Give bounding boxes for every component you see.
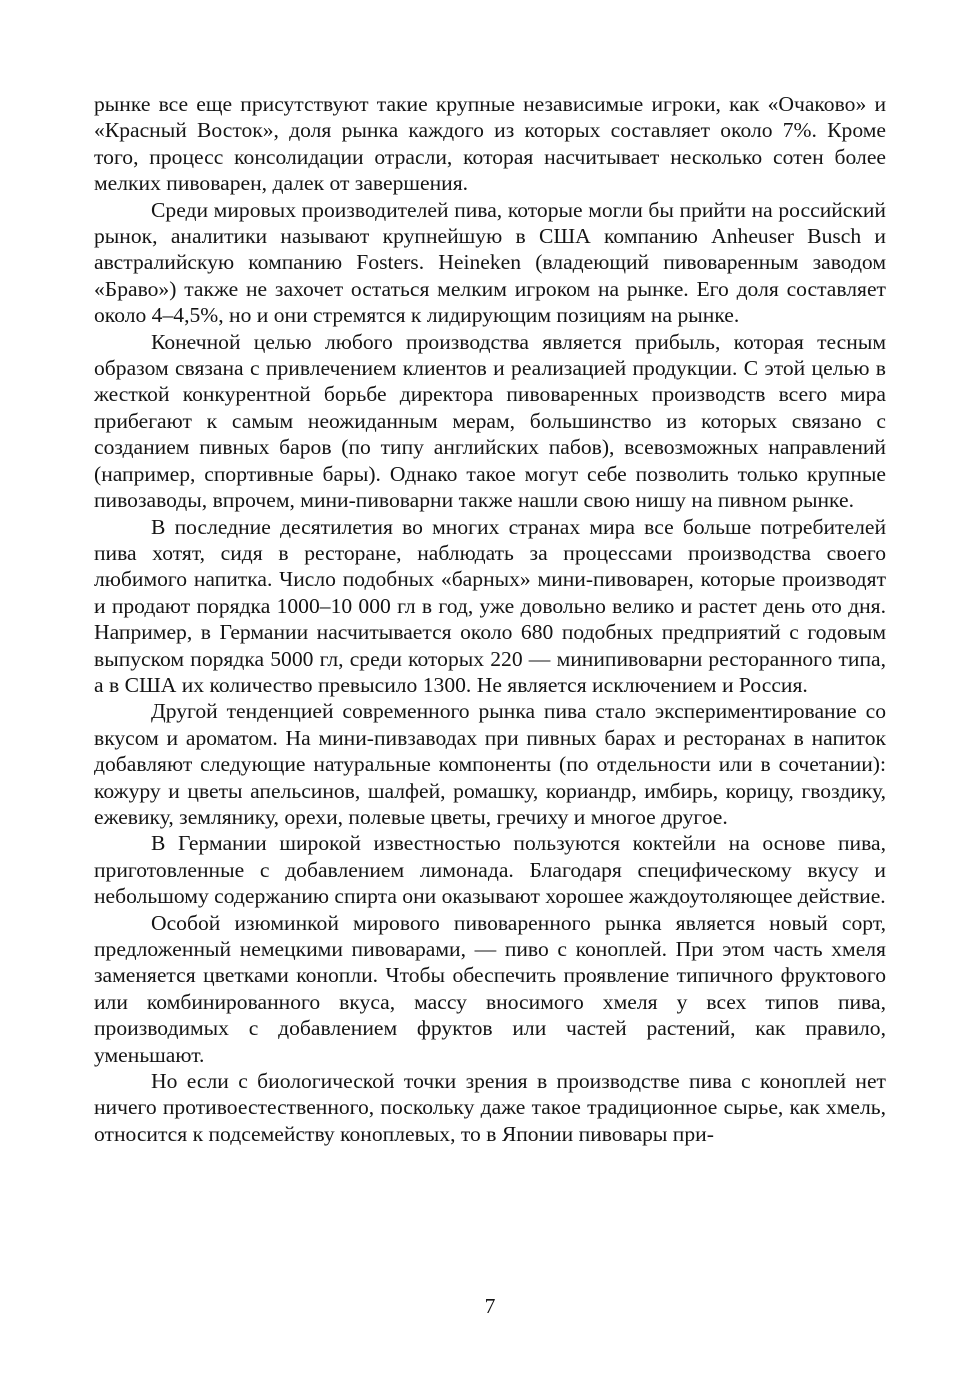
paragraph-7: Особой изюминкой мирового пивоваренного рынка является новый сорт, предложенный немецкими пивоварами, — пиво с коноплей. При этом часть хмеля заменяется цветками конопли. Чтобы обеспечить проявление типичного фруктового или комбинированного вкуса, массу вносимого хмеля у всех типов пива, производимых с добавлением фруктов или частей растений, как правило, уменьшают. — [94, 910, 886, 1067]
paragraph-3: Конечной целью любого производства является прибыль, которая тесным образом связана с привлечением клиентов и реализацией продукции. С этой целью в жесткой конкурентной борьбе директора пивоваренных производств всего мира прибегают к самым неожиданным мерам, большинство из которых связано с созданием пивных баров (по типу английских пабов), всевозможных направлений (например, спортивные бары). Однако такое могут себе позволить только крупные пивозаводы, впрочем, мини-пивоварни также нашли свою нишу на пивном рынке. — [94, 329, 886, 513]
paragraph-1: рынке все еще присутствуют такие крупные независимые игроки, как «Очаково» и «Красный Восток», доля рынка каждого из которых составляет около 7%. Кроме того, процесс консолидации отрасли, которая насчитывает несколько сотен более мелких пивоварен, далек от завершения. — [94, 92, 886, 196]
paragraph-8: Но если с биологической точки зрения в производстве пива с коноплей нет ничего противоестественного, поскольку даже такое традиционное сырье, как хмель, относится к подсемейству коноплевых, то в Японии пивовары при- — [94, 1069, 886, 1146]
paragraph-6: В Германии широкой известностью пользуются коктейли на основе пива, приготовленные с добавлением лимонада. Благодаря специфическому вкусу и небольшому содержанию спирта они оказывают хорошее жаждоутоляющее действие. — [94, 831, 886, 909]
paragraph-2: Среди мировых производителей пива, которые могли бы прийти на российский рынок, аналитики называют крупнейшую в США компанию Anheuser Busch и австралийскую компанию Fosters. Heineken (владеющий пивоваренным заводом «Браво») также не захочет остаться мелким игроком на рынке. Его доля составляет около 4–4,5%, но и они стремятся к лидирующим позициям на рынке. — [94, 197, 886, 328]
document-page — [94, 91, 886, 1147]
paragraph-5: Другой тенденцией современного рынка пива стало экспериментирование со вкусом и ароматом. На мини-пивзаводах при пивных барах и ресторанах в напиток добавляют следующие натуральные компоненты (по отдельности или в сочетании): кожуру и цветы апельсинов, шалфей, ромашку, кориандр, имбирь, корицу, гвоздику, ежевику, землянику, орехи, полевые цветы, гречиху и многое другое. — [94, 699, 886, 829]
paragraph-4: В последние десятилетия во многих странах мира все больше потребителей пива хотят, сидя в ресторане, наблюдать за процессами производства своего любимого напитка. Число подобных «барных» мини-пивоварен, которые производят и продают порядка 1000–10 000 гл в год, уже довольно велико и растет день ото дня. Например, в Германии насчитывается около 680 подобных предприятий с годовым выпуском порядка 5000 гл, среди которых 220 — минипивоварни ресторанного типа, а в США их количество превысило 1300. Не является исключением и Россия. — [94, 514, 886, 697]
page-number: 7 — [484, 1294, 496, 1318]
